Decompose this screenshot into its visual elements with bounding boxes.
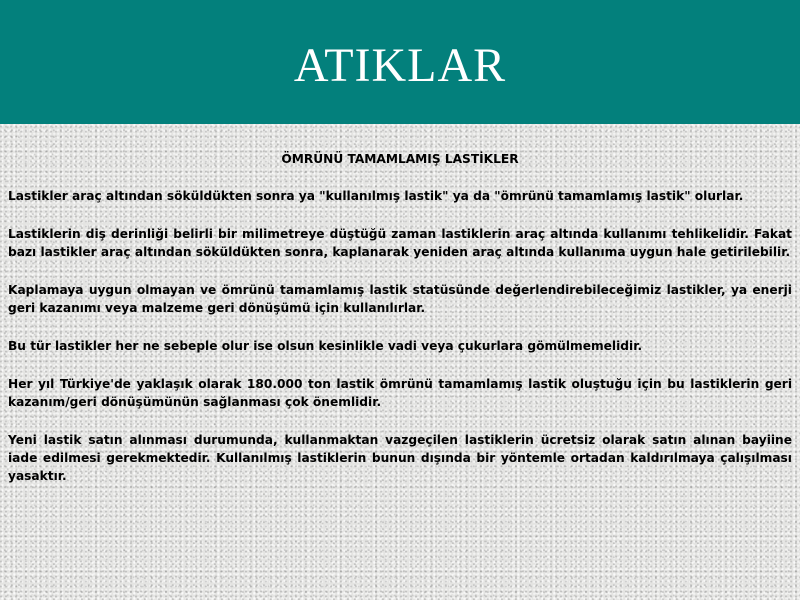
title-banner [0,0,800,124]
paragraph-3: Kaplamaya uygun olmayan ve ömrünü tamamlamış lastik statüsünde değerlendirebileceğimiz lastikler, ya enerji geri kazanımı veya malzeme geri dönüşümü için kullanılırlar. [8,283,792,315]
paragraph-6: Yeni lastik satın alınması durumunda, kullanmaktan vazgeçilen lastiklerin ücretsiz olarak satın alınan bayiine iade edilmesi gerekmektedir. Kullanılmış lastiklerin bunun dışında bir yöntemle ortadan kaldırılmaya çalışılması yasaktır. [8,433,792,483]
paragraph-4: Bu tür lastikler her ne sebeple olur ise olsun kesinlikle vadi veya çukurlara gömülmemelidir. [8,339,643,353]
paragraph-1: Lastikler araç altından söküldükten sonra ya "kullanılmış lastik" ya da "ömrünü tamamlamış lastik" olurlar. [8,189,744,203]
section-heading: ÖMRÜNÜ TAMAMLAMIŞ LASTİKLER [281,152,519,166]
paragraph-2: Lastiklerin diş derinliği belirli bir milimetreye düştüğü zaman lastiklerin araç altında kullanımı tehlikelidir. Fakat bazı lastikler araç altından söküldükten sonra, kaplanarak yeniden araç altında kullanıma uygun hale getirilebilir. [8,227,792,259]
slide-content [8,150,792,505]
slide-title: ATIKLAR [293,39,507,92]
paragraph-5: Her yıl Türkiye'de yaklaşık olarak 180.000 ton lastik ömrünü tamamlamış lastik oluştuğu için bu lastiklerin geri kazanım/geri dönüşümünün sağlanması çok önemlidir. [8,377,792,409]
